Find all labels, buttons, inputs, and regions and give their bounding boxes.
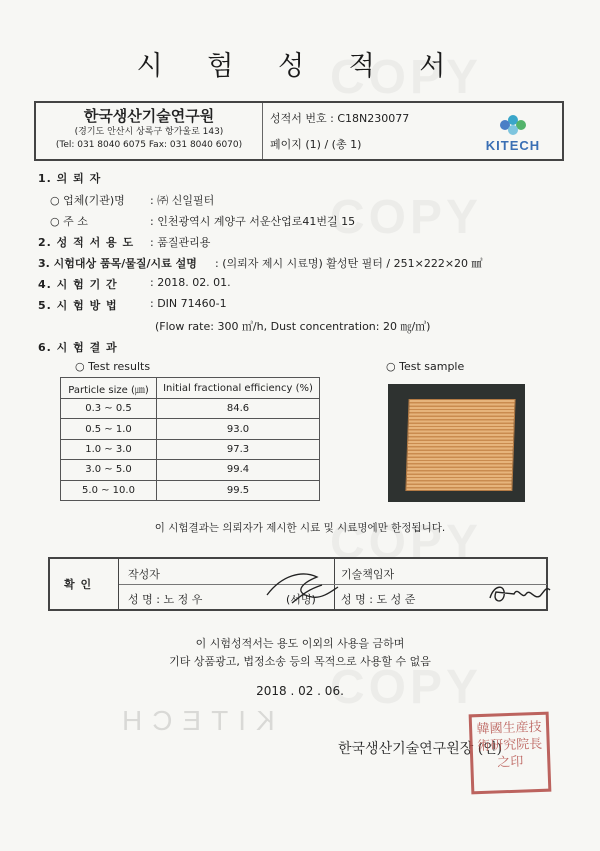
purpose-label: 2. 성 적 서 용 도 [38, 236, 135, 249]
efficiency-cell: 84.6 [157, 399, 320, 419]
usage-notice-2: 기타 상품광고, 법정소송 등의 목적으로 사용할 수 없음 [169, 655, 431, 668]
test-sample-heading: ○ Test sample [386, 360, 465, 373]
filter-image [405, 399, 515, 491]
method-label: 5. 시 험 방 법 [38, 299, 118, 312]
issuer-name: 한국생산기술연구원 [83, 107, 215, 125]
report-number [270, 110, 409, 126]
result-label: 6. 시 험 결 과 [38, 341, 118, 354]
table-row [61, 419, 320, 439]
size-cell: 5.0 ~ 10.0 [61, 480, 157, 500]
efficiency-cell: 93.0 [157, 419, 320, 439]
report-number-value: C18N230077 [337, 112, 410, 125]
page-indicator: 페이지 (1) / (총 1) [270, 138, 362, 151]
company-value: : ㈜ 신일필터 [150, 194, 215, 207]
table-header-row [61, 378, 320, 399]
tech-manager-title: 기술책임자 [341, 568, 395, 581]
purpose-value: : 품질관리용 [150, 236, 211, 249]
company-label: ○ 업체(기관)명 [50, 194, 125, 207]
table-row [61, 439, 320, 459]
issuer-contact: (Tel: 031 8040 6075 Fax: 031 8040 6070) [55, 140, 243, 150]
issuer-address-line: (경기도 안산시 상록구 항가울로 143) [74, 127, 224, 137]
client-address-label: ○ 주 소 [50, 215, 88, 228]
sign-mark: (서명) [286, 593, 316, 606]
period-label: 4. 시 험 기 간 [38, 278, 118, 291]
table-header-efficiency: Initial fractional efficiency (%) [157, 378, 320, 399]
table-header-size: Particle size (㎛) [61, 378, 157, 399]
method-value: : DIN 71460-1 [150, 297, 227, 310]
document-title: 시 험 성 적 서 [136, 51, 464, 82]
size-cell: 0.5 ~ 1.0 [61, 419, 157, 439]
seal-text: 韓國生産技術研究院長之印 [476, 719, 543, 771]
issue-date: 2018 . 02 . 06. [256, 684, 344, 698]
tech-manager-name: 성 명 : 도 성 준 [341, 593, 416, 606]
table-row [61, 480, 320, 500]
disclaimer: 이 시험결과는 의뢰자가 제시한 시료 및 시료명에만 한정됩니다. [154, 522, 446, 534]
period-value: : 2018. 02. 01. [150, 276, 231, 289]
report-number-label: 성적서 번호 : [270, 112, 334, 125]
item-label: 3. 시험대상 품목/물질/시료 설명 [38, 257, 197, 270]
size-cell: 3.0 ~ 5.0 [61, 460, 157, 480]
tech-signature-icon [486, 578, 556, 608]
size-cell: 0.3 ~ 0.5 [61, 399, 157, 419]
author-signature-icon [262, 565, 342, 610]
confirm-label: 확 인 [64, 578, 93, 591]
table-row [61, 460, 320, 480]
kitech-watermark: KITECH [112, 705, 275, 736]
size-cell: 1.0 ~ 3.0 [61, 439, 157, 459]
kitech-logo-text: KITECH [485, 138, 541, 153]
official-seal [469, 712, 552, 795]
kitech-logo [468, 106, 558, 158]
table-row [61, 399, 320, 419]
efficiency-cell: 97.3 [157, 439, 320, 459]
method-detail: (Flow rate: 300 ㎥/h, Dust concentration: 20 ㎎/㎥) [155, 320, 431, 333]
efficiency-cell: 99.4 [157, 460, 320, 480]
issuer-signature-line: 한국생산기술연구원장 (인) [338, 741, 503, 757]
results-table [60, 377, 320, 501]
sample-photo [388, 384, 525, 502]
client-address-value: : 인천광역시 계양구 서운산업로41번길 15 [150, 215, 356, 228]
author-name: 성 명 : 노 정 우 [128, 593, 203, 606]
section-client: 1. 의 뢰 자 [38, 172, 102, 185]
issuer-address [36, 126, 262, 152]
author-title: 작성자 [128, 568, 160, 581]
usage-notice-1: 이 시험성적서는 용도 이외의 사용을 금하며 [195, 637, 405, 650]
test-results-heading: ○ Test results [75, 360, 151, 373]
item-value: : (의뢰자 제시 시료명) 활성탄 필터 / 251×222×20 ㎣ [215, 257, 483, 270]
efficiency-cell: 99.5 [157, 480, 320, 500]
